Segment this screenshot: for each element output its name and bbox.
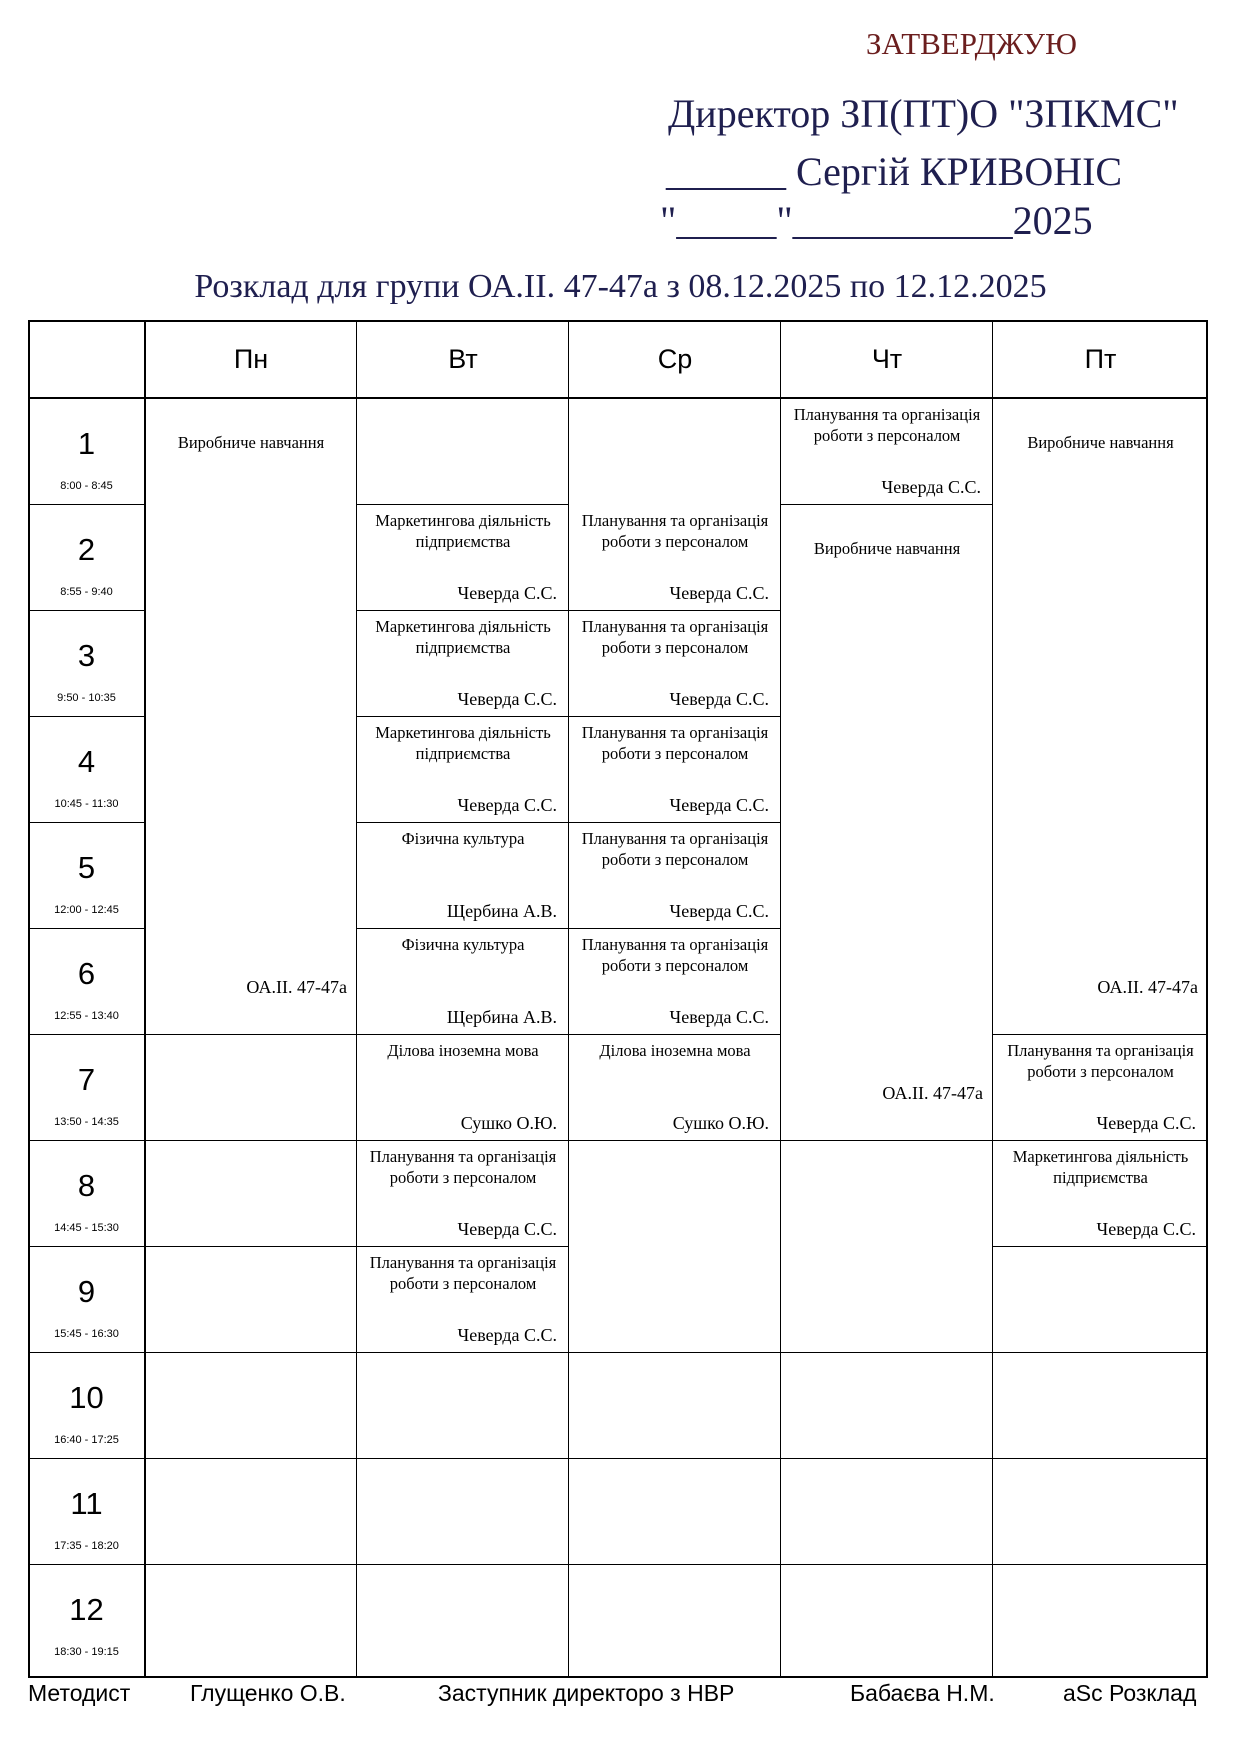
signature-line: ______ Сергій КРИВОНІС: [666, 149, 1123, 194]
period-number: 8: [77, 1168, 96, 1203]
lesson-subject: Маркетингова діяльність підприємства: [375, 617, 551, 657]
lesson-group: ОА.ІІ. 47-47а: [882, 1083, 983, 1103]
lesson-cell: [569, 716, 781, 822]
deputy-name: Бабаєва Н.М.: [850, 1680, 995, 1706]
table-divider: [780, 320, 781, 1678]
period-number: 12: [69, 1592, 104, 1627]
row-divider: [357, 610, 569, 611]
lesson-subject: Планування та організація роботи з персоналом: [581, 829, 769, 869]
row-divider: [569, 1564, 781, 1565]
row-divider: [569, 822, 781, 823]
table-border: [28, 1676, 1208, 1678]
row-divider: [993, 1140, 1208, 1141]
period-time: 8:00 - 8:45: [60, 480, 113, 492]
period-number: 5: [77, 850, 96, 885]
day-header-thu: Чт: [871, 343, 903, 374]
period-number: 4: [77, 744, 96, 779]
lesson-cell: [569, 504, 781, 610]
lesson-teacher: Чеверда С.С.: [457, 1325, 557, 1345]
row-divider: [569, 716, 781, 717]
lesson-cell: [357, 504, 569, 610]
row-divider: [28, 1140, 145, 1141]
row-divider: [993, 1246, 1208, 1247]
row-divider: [145, 1246, 357, 1247]
table-divider: [568, 320, 569, 1678]
period-row-header: [28, 1246, 145, 1352]
lesson-teacher: Чеверда С.С.: [669, 1007, 769, 1027]
period-time: 14:45 - 15:30: [54, 1222, 119, 1234]
lesson-cell: [993, 398, 1208, 1034]
lesson-teacher: Щербина А.В.: [446, 1007, 557, 1027]
period-number: 10: [69, 1380, 104, 1415]
row-divider: [28, 1352, 145, 1353]
lesson-subject: Планування та організація роботи з персоналом: [581, 511, 769, 551]
lesson-teacher: Чеверда С.С.: [457, 583, 557, 603]
software-credit: aSc Розклад: [1063, 1680, 1197, 1706]
lesson-cell: [993, 1140, 1208, 1246]
page-title: Розклад для групи ОА.ІІ. 47-47а з 08.12.2025 по 12.12.2025: [194, 268, 1047, 305]
row-divider: [993, 1458, 1208, 1459]
schedule-table: [28, 320, 1208, 1678]
period-time: 9:50 - 10:35: [57, 692, 116, 704]
lesson-subject: Маркетингова діяльність підприємства: [1012, 1147, 1189, 1187]
lesson-teacher: Сушко О.Ю.: [460, 1113, 557, 1133]
lesson-subject: Планування та організація роботи з персоналом: [1007, 1041, 1194, 1081]
period-number: 6: [77, 956, 96, 991]
row-divider: [145, 1352, 357, 1353]
lesson-teacher: Чеверда С.С.: [457, 689, 557, 709]
lesson-teacher: Чеверда С.С.: [1096, 1219, 1196, 1239]
methodist-label: Методист: [28, 1680, 131, 1706]
lesson-subject: Планування та організація роботи з персоналом: [581, 723, 769, 763]
period-time: 16:40 - 17:25: [54, 1434, 119, 1446]
row-divider: [28, 928, 145, 929]
row-divider: [569, 1352, 781, 1353]
lesson-teacher: Чеверда С.С.: [881, 477, 981, 497]
period-time: 17:35 - 18:20: [54, 1540, 119, 1552]
lesson-cell: [781, 398, 993, 504]
lesson-cell: [993, 1034, 1208, 1140]
row-divider: [357, 504, 569, 505]
row-divider: [357, 1458, 569, 1459]
row-divider: [993, 1352, 1208, 1353]
day-header-wed: Ср: [657, 343, 693, 374]
row-divider: [28, 822, 145, 823]
row-divider: [781, 1458, 993, 1459]
lesson-subject: Ділова іноземна мова: [599, 1041, 751, 1060]
row-divider: [145, 1458, 357, 1459]
period-number: 11: [70, 1486, 103, 1521]
period-number: 2: [77, 532, 96, 567]
period-row-header: [28, 1034, 145, 1140]
lesson-cell: [781, 504, 993, 1140]
lesson-cell: [357, 1140, 569, 1246]
period-time: 10:45 - 11:30: [54, 798, 119, 810]
lesson-cell: [357, 610, 569, 716]
lesson-teacher: Чеверда С.С.: [669, 901, 769, 921]
row-divider: [357, 716, 569, 717]
lesson-subject: Планування та організація роботи з персоналом: [369, 1253, 557, 1293]
period-time: 12:00 - 12:45: [54, 904, 119, 916]
lesson-teacher: Сушко О.Ю.: [672, 1113, 769, 1133]
approval-stamp: ЗАТВЕРДЖУЮ: [866, 26, 1077, 61]
lesson-teacher: Чеверда С.С.: [1096, 1113, 1196, 1133]
lesson-cell: [357, 822, 569, 928]
row-divider: [145, 1140, 357, 1141]
lesson-subject: Планування та організація роботи з персоналом: [369, 1147, 557, 1187]
lesson-subject: Ділова іноземна мова: [387, 1041, 539, 1060]
lesson-subject: Виробниче навчання: [1027, 433, 1174, 452]
row-divider: [357, 928, 569, 929]
table-divider: [992, 320, 993, 1678]
lesson-subject: Маркетингова діяльність підприємства: [375, 723, 551, 763]
period-time: 8:55 - 9:40: [60, 586, 113, 598]
lesson-teacher: Чеверда С.С.: [457, 1219, 557, 1239]
day-header-mon: Пн: [233, 343, 269, 374]
lesson-teacher: Чеверда С.С.: [669, 583, 769, 603]
lesson-subject: Планування та організація роботи з персоналом: [581, 935, 769, 975]
table-divider: [356, 320, 357, 1678]
row-divider: [28, 1564, 145, 1565]
period-time: 12:55 - 13:40: [54, 1010, 119, 1022]
lesson-cell: [569, 1034, 781, 1140]
row-divider: [357, 1352, 569, 1353]
lesson-cell: [569, 610, 781, 716]
lesson-subject: Маркетингова діяльність підприємства: [375, 511, 551, 551]
period-time: 15:45 - 16:30: [54, 1328, 119, 1340]
period-row-header: [28, 1352, 145, 1458]
row-divider: [781, 1564, 993, 1565]
lesson-cell: [569, 822, 781, 928]
lesson-group: ОА.ІІ. 47-47а: [246, 977, 347, 997]
row-divider: [569, 1140, 781, 1141]
period-row-header: [28, 716, 145, 822]
lesson-subject: Виробниче навчання: [813, 539, 961, 558]
period-row-header: [28, 1564, 145, 1670]
period-number: 9: [77, 1274, 96, 1309]
lesson-subject: Фізична культура: [401, 935, 525, 954]
lesson-cell: [357, 1034, 569, 1140]
row-divider: [145, 1034, 357, 1035]
lesson-teacher: Чеверда С.С.: [669, 689, 769, 709]
period-row-header: [28, 1140, 145, 1246]
row-divider: [28, 504, 145, 505]
row-divider: [145, 1564, 357, 1565]
period-number: 3: [77, 638, 96, 673]
period-row-header: [28, 398, 145, 504]
table-divider: [28, 397, 1208, 399]
period-row-header: [28, 610, 145, 716]
period-row-header: [28, 822, 145, 928]
row-divider: [28, 1034, 145, 1035]
row-divider: [993, 1034, 1208, 1035]
lesson-subject: Планування та організація роботи з персоналом: [793, 405, 981, 445]
row-divider: [357, 1034, 569, 1035]
row-divider: [28, 1458, 145, 1459]
row-divider: [357, 1246, 569, 1247]
period-number: 7: [77, 1062, 96, 1097]
methodist-name: Глущенко О.В.: [190, 1680, 346, 1706]
deputy-label: Заступник директоро з НВР: [438, 1680, 735, 1706]
day-header-tue: Вт: [448, 343, 478, 374]
day-header-fri: Пт: [1084, 343, 1117, 374]
lesson-subject: Фізична культура: [401, 829, 525, 848]
director-title: Директор ЗП(ПТ)О "ЗПКМС": [668, 91, 1179, 136]
table-border: [28, 320, 1208, 322]
period-row-header: [28, 1458, 145, 1564]
lesson-cell: [357, 928, 569, 1034]
lesson-subject: Планування та організація роботи з персоналом: [581, 617, 769, 657]
lesson-teacher: Чеверда С.С.: [669, 795, 769, 815]
row-divider: [28, 716, 145, 717]
period-number: 1: [77, 426, 96, 461]
row-divider: [357, 1140, 569, 1141]
row-divider: [28, 1246, 145, 1247]
row-divider: [993, 1564, 1208, 1565]
period-row-header: [28, 504, 145, 610]
row-divider: [28, 610, 145, 611]
lesson-group: ОА.ІІ. 47-47а: [1097, 977, 1198, 997]
lesson-cell: [357, 1246, 569, 1352]
table-divider: [144, 320, 146, 1678]
lesson-teacher: Щербина А.В.: [446, 901, 557, 921]
lesson-cell: [145, 398, 357, 1034]
lesson-cell: [569, 928, 781, 1034]
lesson-teacher: Чеверда С.С.: [457, 795, 557, 815]
lesson-cell: [357, 716, 569, 822]
table-border: [1206, 320, 1208, 1678]
row-divider: [781, 1140, 993, 1141]
row-divider: [569, 928, 781, 929]
period-row-header: [28, 928, 145, 1034]
period-time: 13:50 - 14:35: [54, 1116, 119, 1128]
date-line: "_____"___________2025: [660, 198, 1093, 243]
row-divider: [569, 610, 781, 611]
row-divider: [569, 1034, 781, 1035]
row-divider: [357, 822, 569, 823]
period-time: 18:30 - 19:15: [54, 1646, 119, 1658]
row-divider: [781, 504, 993, 505]
row-divider: [569, 1458, 781, 1459]
table-border: [28, 320, 30, 1678]
row-divider: [781, 1352, 993, 1353]
lesson-subject: Виробниче навчання: [177, 433, 325, 452]
row-divider: [357, 1564, 569, 1565]
